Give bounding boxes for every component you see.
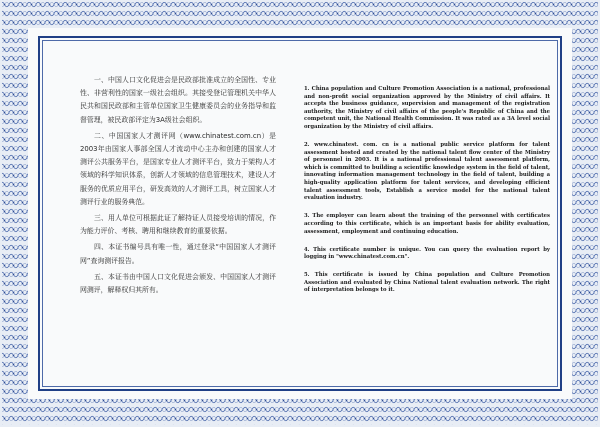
cn-term-1: 一、中国人口文化促进会是民政部批准成立的全国性、专业性、非营利性的国家一级社会组织。其接受登记管理机关中华人民共和国民政部和主管单位国家卫生健康委员会的业务指导和监督管理，被民政部评定为3A级社会组织。 (80, 76, 276, 124)
cn-term-4: 四、本证书编号具有唯一性，通过登录“中国国家人才测评网”查询测评报告。 (80, 243, 276, 265)
chinese-terms (80, 74, 276, 300)
cn-term-3: 三、用人单位可根据此证了解持证人员接受培训的情况，作为能力评价、考核、聘用和继续教育的重要依据。 (80, 214, 276, 236)
en-term-5: 5. This certificate is issued by China population and Culture Promotion Association and evaluated by China National talent evaluation network. The right of interpretation belongs to it. (304, 272, 550, 294)
cn-term-2: 二、中国国家人才测评网（www.chinatest.com.cn）是2003年由国家人事部全国人才流动中心主办和创建的国家人才测评公共服务平台，是国家专业人才测评平台，致力于架构人才领域的科学知识体系，创新人才领域的信息管理技术，建设人才服务的优质应用平台，研发高效的人才测评工具，树立国家人才测评行业的服务典范。 (80, 131, 276, 206)
en-term-3: 3. The employer can learn about the training of the personnel with certificates according to this certificate, which is an important basis for ability evaluation, assessment, employment and continuing education. (304, 213, 550, 235)
en-term-1: 1. China population and Culture Promotion Association is a national, professional and non-profit social organization approved by the Ministry of civil affairs. It accepts the business guidance, supervision and management of the registration authority, the Ministry of civil affairs of the people's Republic of China and the competent unit, the National Health Commission. It was rated as a 3A level social organization by the Ministry of civil affairs. (304, 86, 550, 130)
english-terms (304, 86, 550, 306)
en-term-4: 4. This certificate number is unique. You can query the evaluation report by logging in "www.chinatest.com.cn". (304, 246, 550, 261)
cn-term-5: 五、本证书由中国人口文化促进会颁发、中国国家人才测评网测评，解释权归其所有。 (80, 272, 276, 295)
en-term-2: 2. www.chinatest. com. cn is a national public service platform for talent assessment hosted and created by the national talent flow center of the Ministry of personnel in 2003. It is a national professional talent assessment platform, which is committed to building a scientific knowledge system in the field of talent, innovating information management technology in the field of talent, building a high-quality application platform for talent services, and developing efficient talent assessment tools, Establish a service model for the national talent evaluation industry. (304, 142, 550, 202)
